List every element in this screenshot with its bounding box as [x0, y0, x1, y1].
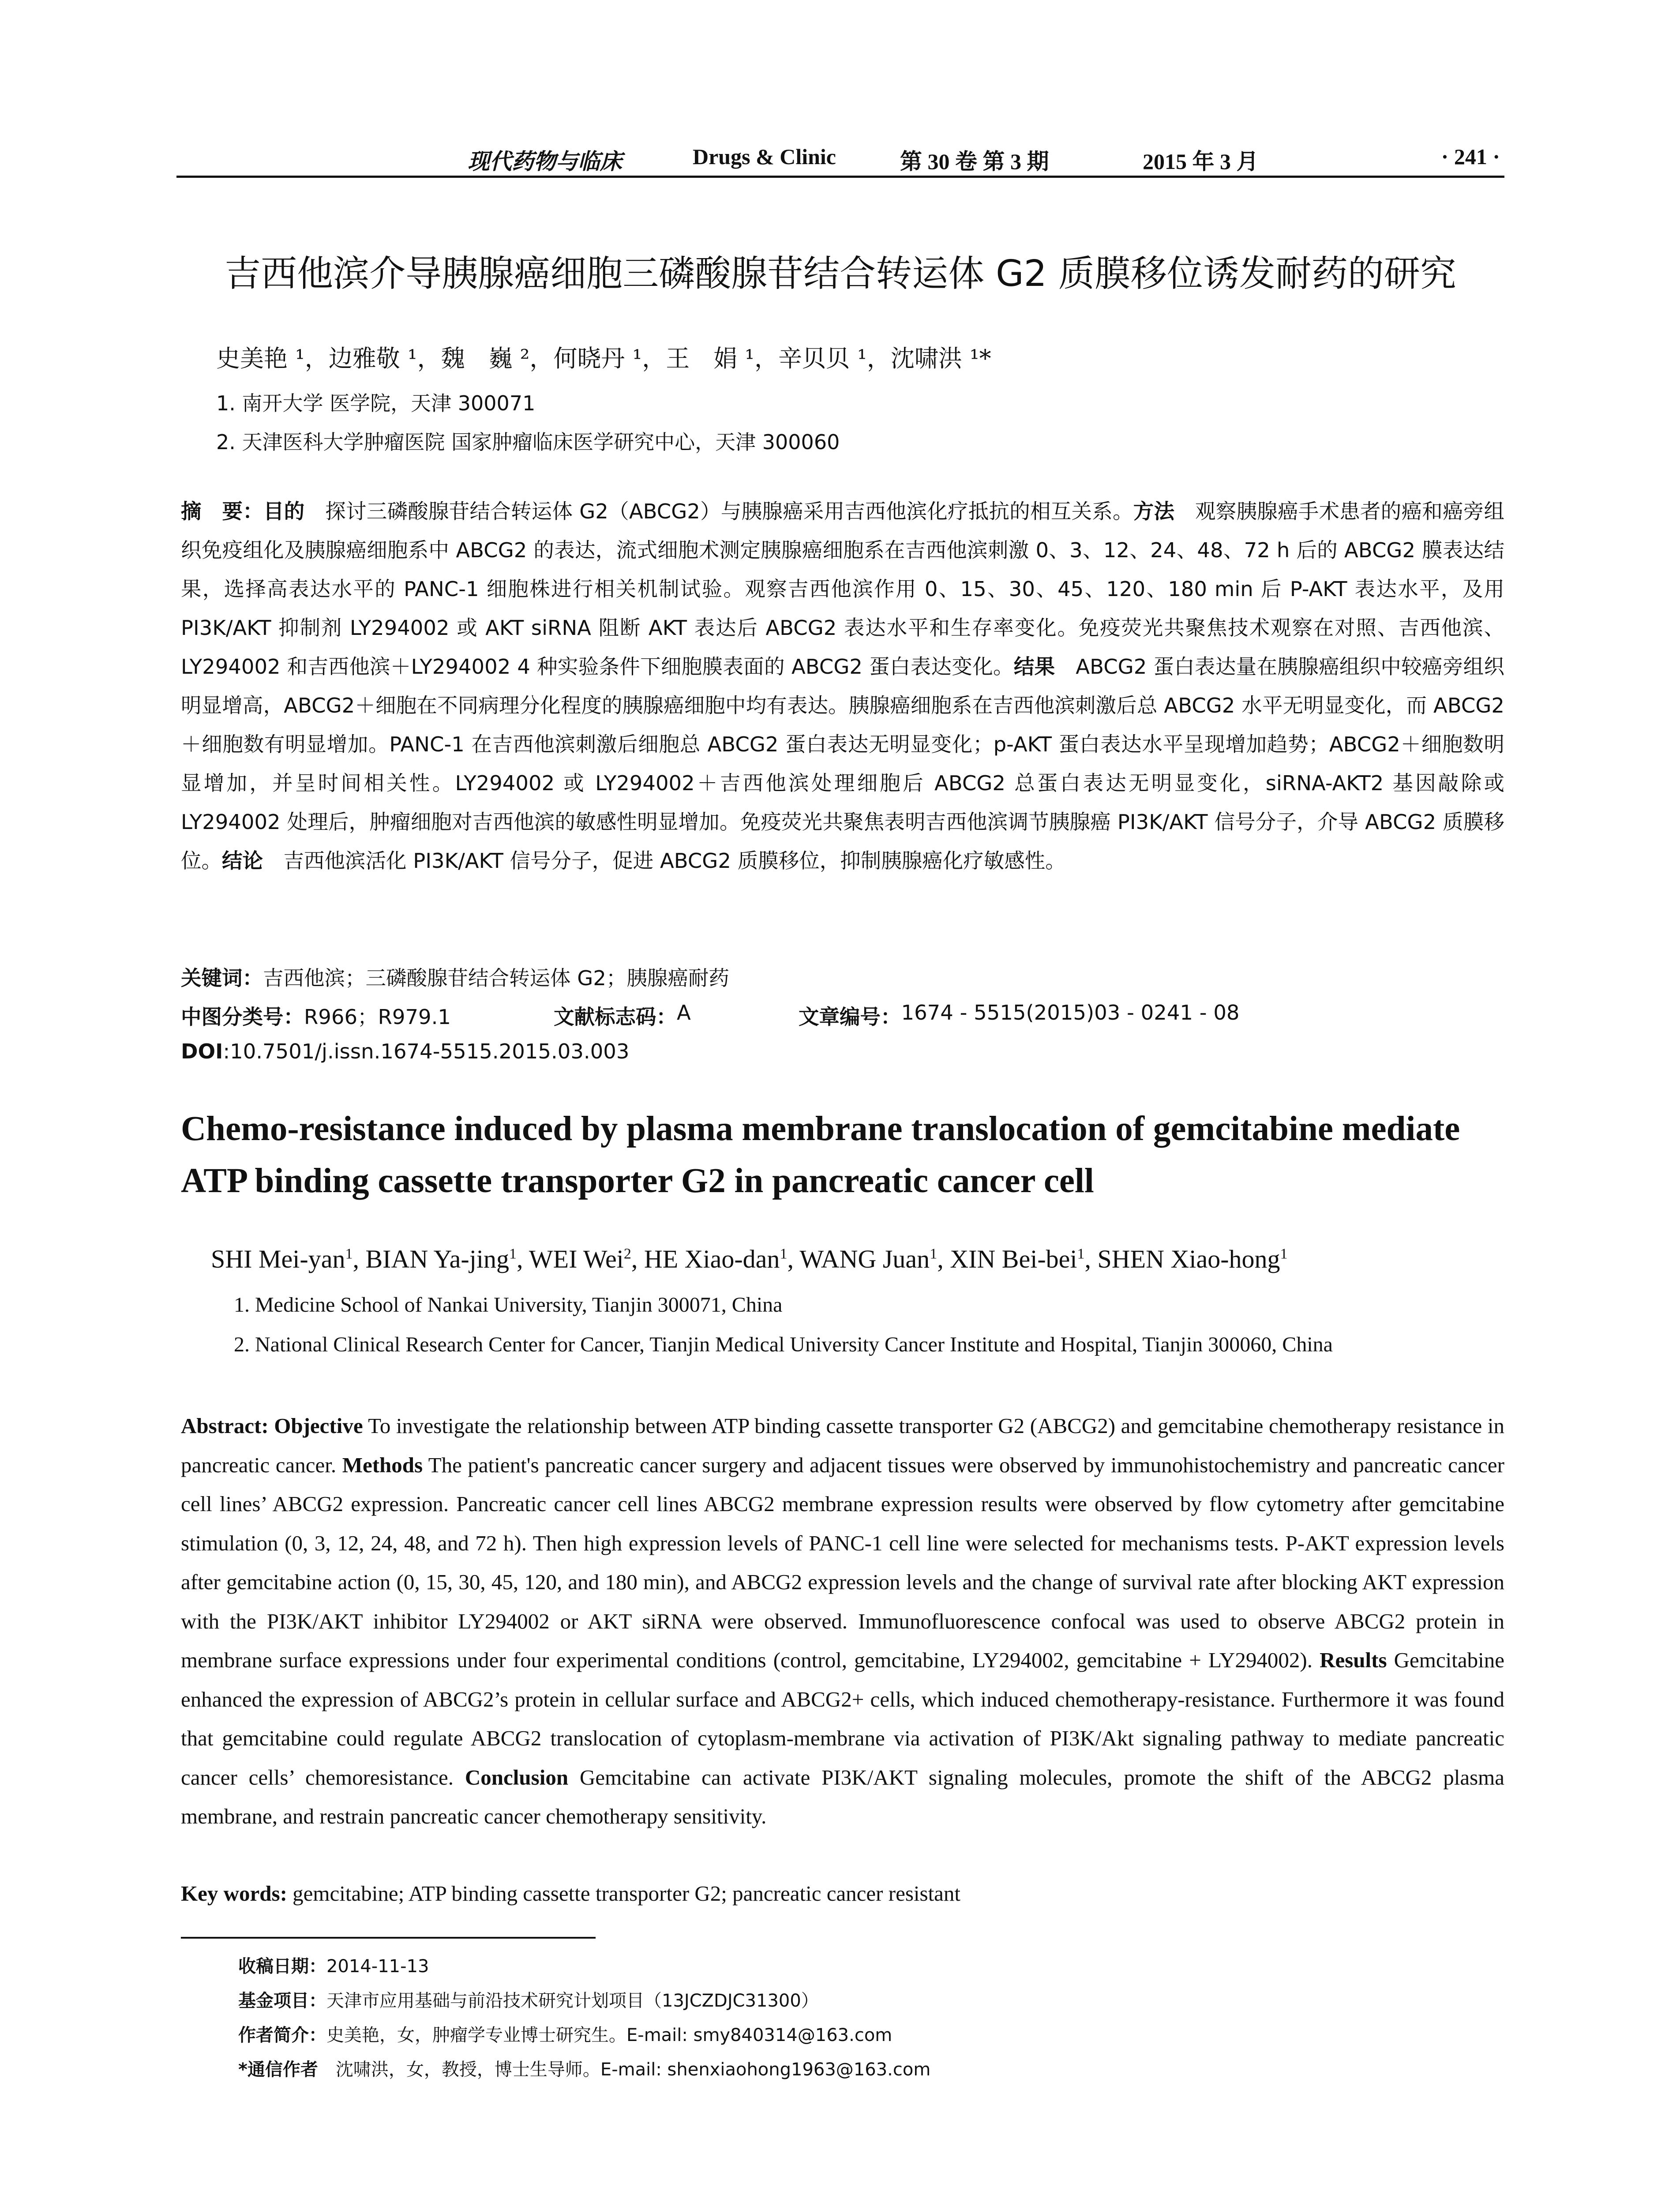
author-name: SHEN Xiao-hong — [1097, 1245, 1280, 1273]
page-number: · 241 · — [1441, 144, 1500, 169]
keywords-en — [181, 1881, 960, 1906]
author-name: WEI Wei — [529, 1245, 624, 1273]
abstract-cn — [181, 492, 1504, 880]
doc-code-label: 文献标志码： — [554, 1005, 677, 1029]
conclusion-text-cn: 吉西他滨活化 PI3K/AKT 信号分子，促进 ABCG2 质膜移位，抑制胰腺癌化疗敏感性。 — [263, 849, 1066, 873]
author-name: XIN Bei-bei — [950, 1245, 1077, 1273]
author-en — [1098, 1245, 1288, 1273]
keywords-en-label: Key words: — [181, 1881, 287, 1906]
author-affiliation-mark: 1 — [1280, 1246, 1288, 1262]
footnotes — [238, 1949, 930, 2087]
footnote-corresponding — [238, 2052, 930, 2087]
footnote-fund — [238, 1984, 930, 2018]
abstract-cn-label: 摘 要： — [181, 499, 263, 523]
conclusion-text-en: Gemcitabine can activate PI3K/AKT signaling molecules, promote the shift of the ABCG2 plasma membrane, and restrain pancreatic cancer chemotherapy sensitivity. — [181, 1765, 1505, 1828]
results-text-en: Gemcitabine enhanced the expression of ABCG2’s protein in cellular surface and ABCG2+ cells, which induced chemotherapy-resistance. Furthermore it was found that gemcitabine could regulate ABCG2 translocation of cytoplasm-membrane via activation of PI3K/Akt signaling pathway to mediate pancreatic cancer cells’ chemoresistance. — [181, 1648, 1504, 1790]
doi-label: DOI — [181, 1039, 223, 1063]
fund-label: 基金项目： — [238, 1991, 326, 2011]
methods-text-cn: 观察胰腺癌手术患者的癌和癌旁组织免疫组化及胰腺癌细胞系中 ABCG2 的表达，流式细胞术测定胰腺癌细胞系在吉西他滨刺激 0、3、12、24、48、72 h 后的 ABCG2 膜表达结果，选择高表达水平的 PANC-1 细胞株进行相关机制试验。观察吉西他滨作用 0、15、30、45、120、180 min 后 P-AKT 表达水平，及用 PI3K/AKT 抑制剂 LY294002 或 AKT siRNA 阻断 AKT 表达后 ABCG2 表达水平和生存率变化。免疫荧光共聚焦技术观察在对照、吉西他滨、LY294002 和吉西他滨＋LY294002 4 种实验条件下细胞膜表面的 ABCG2 蛋白表达变化。 — [181, 499, 1505, 679]
objective-text-en: To investigate the relationship between ATP binding cassette transporter G2 (ABCG2) and gemcitabine chemotherapy resistance in pancreatic cancer. — [181, 1414, 1504, 1477]
affiliation-en-2: 2. National Clinical Research Center for Cancer, Tianjin Medical University Cancer Institute and Hospital, Tianjin 300060, China — [234, 1333, 1333, 1356]
authors-cn: 史美艳 ¹，边雅敬 ¹，魏 巍 ²，何晓丹 ¹，王 娟 ¹，辛贝贝 ¹，沈啸洪 ¹* — [216, 345, 991, 372]
keywords-en-value: gemcitabine; ATP binding cassette transporter G2; pancreatic cancer resistant — [287, 1881, 961, 1906]
author-en: BIAN Ya-jing$^1$, — [365, 1245, 529, 1273]
conclusion-label-en: Conclusion — [465, 1765, 569, 1790]
results-text-cn: ABCG2 蛋白表达量在胰腺癌组织中较癌旁组织明显增高，ABCG2＋细胞在不同病理分化程度的胰腺癌细胞中均有表达。胰腺癌细胞系在吉西他滨刺激后总 ABCG2 水平无明显变化，而 ABCG2＋细胞数有明显增加。PANC-1 在吉西他滨刺激后细胞总 ABCG2 蛋白表达无明显变化；p-AKT 蛋白表达水平呈现增加趋势；ABCG2＋细胞数明显增加，并呈时间相关性。LY294002 或 LY294002＋吉西他滨处理细胞后 ABCG2 总蛋白表达无明显变化，siRNA-AKT2 基因敲除或 LY294002 处理后，肿瘤细胞对吉西他滨的敏感性明显增加。免疫荧光共聚焦表明吉西他滨调节胰腺癌 PI3K/AKT 信号分子，介导 ABCG2 质膜移位。 — [181, 655, 1504, 873]
issue-date: 2015 年 3 月 — [1143, 149, 1259, 174]
author-name: WANG Juan — [799, 1245, 930, 1273]
author-bio-label: 作者简介： — [238, 2025, 326, 2045]
volume-issue: 第 30 卷 第 3 期 — [900, 149, 1049, 174]
methods-label-cn: 方法 — [1133, 499, 1175, 523]
author-en: SHI Mei-yan$^1$, — [211, 1245, 366, 1273]
author-affiliation-mark: 1 — [509, 1246, 517, 1262]
author-affiliation-mark: 1 — [345, 1246, 353, 1262]
clc-label: 中图分类号： — [181, 1005, 304, 1029]
objective-label-en: Objective — [274, 1414, 363, 1438]
author-bio-value: 史美艳，女，肿瘤学专业博士研究生。E-mail: smy840314@163.com — [326, 2025, 892, 2045]
corresponding-label: *通信作者 — [238, 2060, 318, 2080]
clc-value: R966；R979.1 — [304, 1005, 451, 1029]
document-code — [554, 1001, 691, 1030]
article-title-cn: 吉西他滨介导胰腺癌细胞三磷酸腺苷结合转运体 G2 质膜移位诱发耐药的研究 — [225, 253, 1456, 295]
keywords-cn-value: 吉西他滨；三磷酸腺苷结合转运体 G2；胰腺癌耐药 — [263, 966, 729, 990]
results-label-en: Results — [1320, 1648, 1387, 1672]
methods-text-en: The patient's pancreatic cancer surgery and adjacent tissues were observed by immunohistochemistry and pancreatic cancer cell lines’ ABCG2 expression. Pancreatic cancer cell lines ABCG2 membrane expression results were observed by flow cytometry after gemcitabine stimulation (0, 3, 12, 24, 48, and 72 h). Then high expression levels of PANC-1 cell line were selected for mechanisms tests. P-AKT expression levels after gemcitabine action (0, 15, 30, 45, 120, and 180 min), and ABCG2 expression levels and the change of survival rate after blocking AKT expression with the PI3K/AKT inhibitor LY294002 or AKT siRNA were observed. Immunofluorescence confocal was used to observe ABCG2 protein in membrane surface expressions under four experimental conditions (control, gemcitabine, LY294002, gemcitabine + LY294002). — [181, 1452, 1504, 1672]
affiliation-cn-1: 1. 南开大学 医学院，天津 300071 — [216, 391, 536, 415]
clc-number — [181, 1001, 451, 1030]
header-rule — [176, 176, 1504, 178]
author-en: HE Xiao-dan$^1$, — [644, 1245, 800, 1273]
article-no-value: 1674 - 5515(2015)03 - 0241 - 08 — [901, 1001, 1240, 1024]
author-name: SHI Mei-yan — [211, 1245, 345, 1273]
results-label-cn: 结果 — [1013, 655, 1055, 679]
author-affiliation-mark: 1 — [1077, 1246, 1085, 1262]
article-no-label: 文章编号： — [799, 1005, 901, 1029]
abstract-en-label: Abstract: — [181, 1414, 269, 1438]
abstract-en — [181, 1407, 1504, 1836]
objective-text-cn: 探讨三磷酸腺苷结合转运体 G2（ABCG2）与胰腺癌采用吉西他滨化疗抵抗的相互关系。 — [304, 499, 1133, 523]
journal-name-cn: 现代药物与临床 — [468, 148, 622, 174]
author-affiliation-mark: 1 — [780, 1246, 788, 1262]
author-affiliation-mark: 2 — [623, 1246, 631, 1262]
received-label: 收稿日期： — [238, 1956, 326, 1977]
received-value: 2014-11-13 — [326, 1956, 429, 1977]
affiliation-en-1: 1. Medicine School of Nankai University, Tianjin 300071, China — [234, 1293, 783, 1317]
author-en: WEI Wei$^2$, — [529, 1245, 644, 1273]
author-name: HE Xiao-dan — [644, 1245, 780, 1273]
conclusion-label-cn: 结论 — [222, 849, 263, 873]
journal-name-en: Drugs & Clinic — [693, 144, 836, 169]
doi-line — [181, 1039, 629, 1063]
keywords-cn-label: 关键词： — [181, 966, 263, 990]
authors-en — [211, 1244, 1288, 1274]
author-en: WANG Juan$^1$, — [799, 1245, 950, 1273]
doi-link[interactable]: :10.7501/j.issn.1674-5515.2015.03.003 — [223, 1039, 630, 1063]
footnote-author — [238, 2018, 930, 2052]
footnote-rule — [181, 1937, 596, 1939]
affiliation-cn-2: 2. 天津医科大学肿瘤医院 国家肿瘤临床医学研究中心，天津 300060 — [216, 430, 840, 454]
fund-value: 天津市应用基础与前沿技术研究计划项目（13JCZDJC31300） — [326, 1991, 819, 2011]
article-number — [799, 1001, 1240, 1030]
doc-code-value: A — [677, 1001, 691, 1024]
objective-label-cn: 目的 — [263, 499, 305, 523]
running-header — [176, 140, 1504, 179]
methods-label-en: Methods — [342, 1452, 423, 1477]
footnote-received — [238, 1949, 930, 1984]
author-name: BIAN Ya-jing — [365, 1245, 509, 1273]
author-en: XIN Bei-bei$^1$, — [950, 1245, 1098, 1273]
author-affiliation-mark: 1 — [930, 1246, 938, 1262]
article-title-en: Chemo-resistance induced by plasma membrane translocation of gemcitabine mediate ATP binding cassette transporter G2 in pancreatic cancer cell — [181, 1110, 1460, 1200]
keywords-cn — [181, 962, 729, 991]
corresponding-value: 沈啸洪，女，教授，博士生导师。E-mail: shenxiaohong1963@163.com — [318, 2060, 931, 2080]
